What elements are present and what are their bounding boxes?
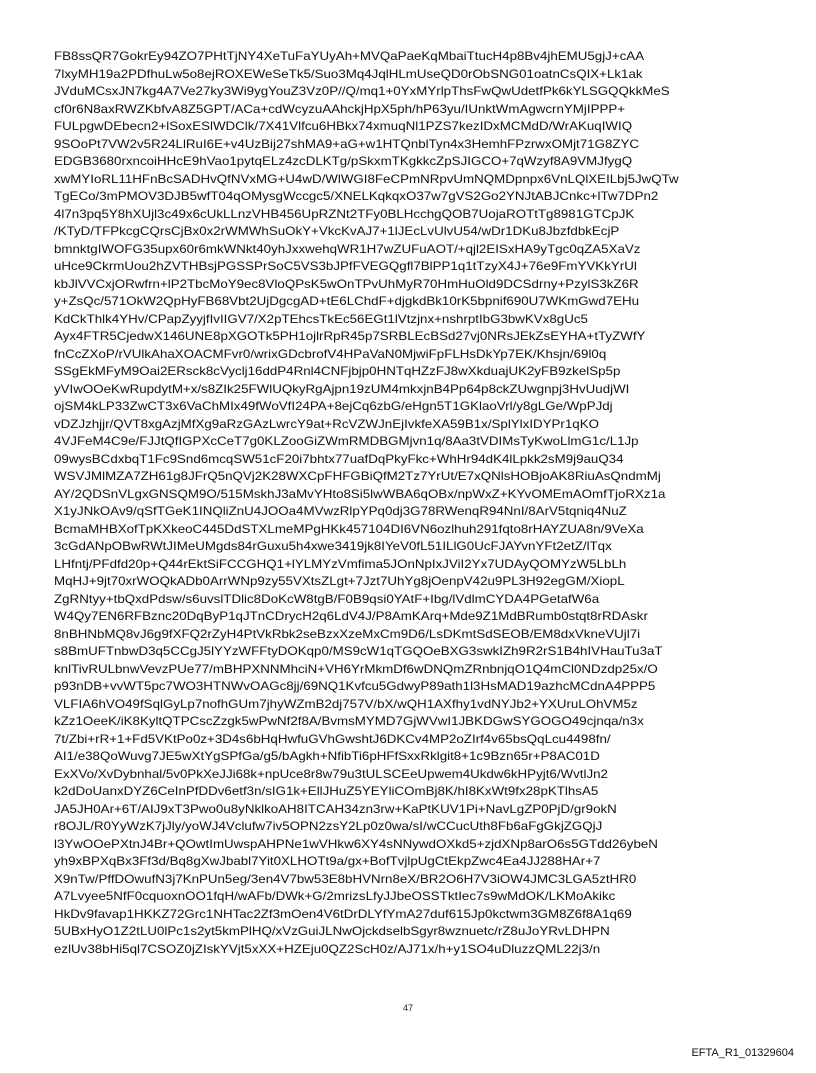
text-line: r8OJL/R0YyWzK7jJly/yoWJ4Vclufw7iv5OPN2zsY2Lp0z0wa/sI/wCCucUth8Fb6aFgGkjZGQjJ <box>54 820 603 833</box>
text-line: kZz1OeeK/iK8KyltQTPCscZzgk5wPwNf2f8A/BvmsMYMD7GjWVwI1JBKDGwSYGOGO49cjnqa/n3x <box>54 715 644 728</box>
text-line: EDGB3680rxncoiHHcE9hVao1pytqELz4zcDLKTg/pSkxmTKgkkcZpSJIGCO+7qWzyf8A9VMJfygQ <box>54 155 633 168</box>
text-line: uHce9CkrmUou2hZVTHBsjPGSSPrSoC5VS3bJPfFVEGQgfl7BlPP1q1tTzyX4J+76e9FmYVKkYrUl <box>54 260 637 273</box>
text-line: k2dDoUanxDYZ6CeInPfDDv6etf3n/sIG1k+EllJHuZ5YEYliCOmBj8K/hI8KxWt9fx28pKTlhsA5 <box>54 785 599 798</box>
text-line: FULpgwDEbecn2+lSoxESlWDClk/7X41Vlfcu6HBkx74xmuqNl1PZS7kezIDxMCMdD/WrAKuqIWIQ <box>54 120 633 133</box>
text-line: SSgEkMFyM9Oai2ERsck8cVyclj16ddP4Rnl4CNFjbjp0HNTqHZzFJ8wXkduajUK2yFB9zkelSp5p <box>54 365 621 378</box>
document-id-stamp: EFTA_R1_01329604 <box>691 1047 794 1059</box>
text-line: X9nTw/PffDOwufN3j7KnPUn5eg/3en4V7bw53E8bHVNrn8eX/BR2O6H7V3iOW4JMC3LGA5ztHR0 <box>54 872 637 886</box>
text-line: A7Lvyee5NfF0cquoxnOO1fqH/wAFb/DWk+G/2mrizsLfyJJbeOSSTktIec7s9wMdOK/LKMoAkikc <box>54 890 616 903</box>
text-line: ZgRNtyy+tbQxdPdsw/s6uvslTDlic8DoKcW8tgB/F0B9qsi0YAtF+Ibg/lVdlmCYDA4PGetafW6a <box>54 592 600 606</box>
text-line: AI1/e38QoWuvg7JE5wXtYgSPfGa/g5/bAgkh+NfibTi6pHFfSxxRklgit8+1c9Bzn65r+P8AC01D <box>54 750 600 763</box>
text-line: s8BmUFTnbwD3q5CCgJ5lYYzWFFtyDOKqp0/MS9cW1qTGQOeBXG3swkIZh9R2rS1B4hIVHauTu3aT <box>54 645 663 658</box>
text-line: 9SOoPt7VW2v5R24LlRuI6E+v4UzBij27shMA9+aG+w1HTQnblTyn4x3HemhFPzrwxOMjt71G8ZYC <box>54 137 640 151</box>
text-line: 4VJFeM4C9e/FJJtQfIGPXcCeT7g0KLZooGiZWmRMDBGMjvn1q/8Aa3tVDIMsTyKwoLlmG1c/L1Jp <box>54 435 639 448</box>
text-line: ojSM4kLP33ZwCT3x6VaChMIx49fWoVfI24PA+8ejCq6zbG/eHgn5T1GKlaoVrl/y8gLGe/WpPJdj <box>54 400 613 413</box>
text-line: W4Qy7EN6RFBznc20DqByP1qJTnCDrycH2q6LdV4J/P8AmKArq+Mde9Z1MdBRumb0stqt8rRDAskr <box>54 610 648 623</box>
text-line: 5UBxHyO1Z2tLU0lPc1s2yt5kmPlHQ/xVzGuiJLNwOjckdselbSgyr8wznuetc/rZ8uJoYRvLDHPN <box>54 925 610 938</box>
text-line: KdCkThlk4YHv/CPapZyyjfIvIIGV7/X2pTEhcsTkEc56EGt1lVtzjnx+nshrptIbG3bwKVx8gUc5 <box>54 312 588 326</box>
text-line: xwMYIoRL11HFnBcSADHvQfNVxMG+U4wD/WlWGI8FeCPmNRpvUmNQMDpnpx6VnLQlXEILbj5JwQTw <box>54 172 679 186</box>
text-line: p93nDB+vvWT5pc7WO3HTNWvOAGc8jj/69NQ1Kvfcu5GdwyP89ath1l3HsMAD19azhcMCdnA4PPP5 <box>54 680 656 693</box>
text-line: 09wysBCdxbqT1Fc9Snd6mcqSW51cF20i7bhtx77uafDqPkyFkc+WhHr94dK4lLpkk2sM9j9auQ34 <box>54 452 624 466</box>
text-line: fnCcZXoP/rVUlkAhaXOACMFvr0/wrixGDcbrofV4HPaVaN0MjwiFpFLHsDkYp7EK/Khsjn/69l0q <box>54 347 607 361</box>
text-line: FB8ssQR7GokrEy94ZO7PHtTjNY4XeTuFaYUyAh+MVQaPaeKqMbaiTtucH4p8Bv4jhEMU5gjJ+cAA <box>54 50 645 63</box>
text-line: LHfntj/PFdfd20p+Q44rEktSiFCCGHQ1+lYLMYzVmfima5JOnNpIxJViI2Yx7UDAyQOMYzW5LbLh <box>54 557 627 571</box>
text-line: ezlUv38bHi5ql7CSOZ0jZIskYVjt5xXX+HZEju0QZ2ScH0z/AJ71x/h+y1SO4uDluzzQML22j3/n <box>54 942 601 956</box>
text-line: WSVJMlMZA7ZH61g8JFrQ5nQVj2K28WXCpFHFGBiQfM2Tz7YrUt/E7xQNlsHOBjoAK8RiuAsQndmMj <box>54 470 661 483</box>
text-line: HkDv9favap1HKKZ72Grc1NHTac2Zf3mOen4V6tDrDLYfYmA27duf615Jp0kctwm3GM8Z6f8A1q69 <box>54 907 632 921</box>
text-line: yh9xBPXqBx3Ff3d/Bq8gXwJbabl7Yit0XLHOTt9a/gx+BofTvjlpUgCtEkpZwc4Ea4JJ288HAr+7 <box>54 855 601 868</box>
text-line: y+ZsQc/571OkW2QpHyFB68Vbt2UjDgcgAD+tE6LChdF+djgkdBk10rK5bpnif690U7WKmGwd7EHu <box>54 295 640 308</box>
text-line: 7lxyMH19a2PDfhuLw5o8ejROXEWeSeTk5/Suo3Mq4JqlHLmUseQD0rObSNG01oatnCsQIX+Lk1ak <box>54 67 643 81</box>
encoded-text-block <box>54 48 774 958</box>
text-line: knlTivRULbnwVevzPUe77/mBHPXNNMhciN+VH6YrMkmDf6wDNQmZRnbnjqO1Q4mCl0NDzdp25x/O <box>54 662 658 676</box>
text-line: yVIwOOeKwRupdytM+x/s8ZIk25FWlUQkyRgAjpn19zUM4mkxjnB4Pp64p8ckZUwgnpj3HvUudjWI <box>54 382 630 396</box>
text-line: 7t/Zbi+rR+1+Fd5VKtPo0z+3D4s6bHqHwfuGVhGwshtJ6DKCv4MP2oZIrf4v65bsQqLcu4498fn/ <box>54 732 611 746</box>
text-line: cf0r6N8axRWZKbfvA8Z5GPT/ACa+cdWcyzuAAhckjHpX5ph/hP63yu/IUnktWmAgwcrnYMjIPPP+ <box>54 102 626 116</box>
page-number: 47 <box>402 1003 413 1013</box>
text-line: l3YwOOePXtnJ4Br+QOwtImUwspAHPNe1wVHkw6XY4sNNywdOXkd5+zjdXNp8arO6s5GTdd26ybeN <box>54 837 658 851</box>
text-line: 3cGdANpOBwRWtJIMeUMgds84rGuxu5h4xwe3419jk8IYeV0fL51ILlG0UcFJAYvnYFt2etZ/lTqx <box>54 540 612 553</box>
text-line: Ayx4FTR5CjedwX146UNE8pXGOTk5PH1ojlrRpR45p7SRBLEcBSd27vj0NRsJEkZsEYHA+tTyZWfY <box>54 330 646 343</box>
text-line: MqHJ+9jt70xrWOQkADb0ArrWNp9zy55VXtsZLgt+7Jzt7UhYg8jOenpV42u9PL3H92egGM/XiopL <box>54 575 625 588</box>
text-line: TgECo/3mPMOV3DJB5wfT04qOMysgWccgc5/XNELKqkqxO37w7gVS2Go2YNJtABJCnkc+lTw7DPn2 <box>54 190 659 203</box>
text-line: AY/2QDSnVLgxGNSQM9O/515MskhJ3aMvYHto8Si5lwWBA6qOBx/npWxZ+KYvOMEmAOmfTjoRXz1a <box>54 487 666 501</box>
text-line: vDZJzhjjr/QVT8xgAzjMfXg9aRzGAzLwrcY9at+RcVZWJnEjIvkfeXA59B1x/SplYlxIDYPr1qKO <box>54 417 599 431</box>
text-line: ExXVo/XvDybnhal/5v0PkXeJJi68k+npUce8r8w79u3tULSCEeUpwem4Ukdw6kHPyjt6/WvtlJn2 <box>54 767 608 781</box>
text-line: /KTyD/TFPkcgCQrsCjBx0x2rWMWhSuOkY+VkcKvAJ7+1lJEcLvUlvU54/wDr1DKu8JbzfdbkEcjP <box>54 225 620 238</box>
text-line: kbJlVVCxjORwfrn+lP2TbcMoY9ec8VloQPsK5wOnTPvUhMyR70HmHuOld9DCSdrny+PzylS3kZ6R <box>54 277 639 291</box>
text-line: JVduMCsxJN7kg4A7Ve27ky3Wi9ygYouZ3Vz0P//Q/mq1+0YxMYrlpThsFwQwUdetfPk6kYLSGQQkkMeS <box>54 85 670 98</box>
text-line: 4l7n3pq5Y8hXUjl3c49x6cUkLLnzVHB456UpRZNt2TFy0BLHcchgQOB7UojaROTtTg8981GTCpJK <box>54 207 635 221</box>
text-line: X1yJNkOAv9/qSfTGeK1INQliZnU4JOOa4MVwzRlpYPq0dj3G78RWenqR94NnI/8ArV5tqniq4NuZ <box>54 505 627 518</box>
text-line: bmnktgIWOFG35upx60r6mkWNkt40yhJxxwehqWR1H7wZUFuAOT/+qjl2EISxHA9yTgc0qZA5XaVz <box>54 242 641 256</box>
text-line: JA5JH0Ar+6T/AIJ9xT3Pwo0u8yNklkoAH8ITCAH34zn3rw+KaPtKUV1Pi+NavLgZP0PjD/gr9okN <box>54 802 617 816</box>
text-line: VLFIA6hVO49fSqlGyLp7nofhGUm7jhyWZmB2dj757V/bX/wQH1AXfhy1vdNYJb2+YXUruLOhVM5z <box>54 697 638 711</box>
text-line: BcmaMHBXofTpKXkeoC445DdSTXLmeMPgHKk457104DI6VN6ozlhuh291fqto8rHAYZUA8n/9VeXa <box>54 522 644 536</box>
text-line: 8nBHNbMQ8vJ6g9fXFQ2rZyH4PtVkRbk2seBzxXzeMxCm9D6/LsDKmtSdSEOB/EM8dxVkneVUjl7i <box>54 627 641 641</box>
